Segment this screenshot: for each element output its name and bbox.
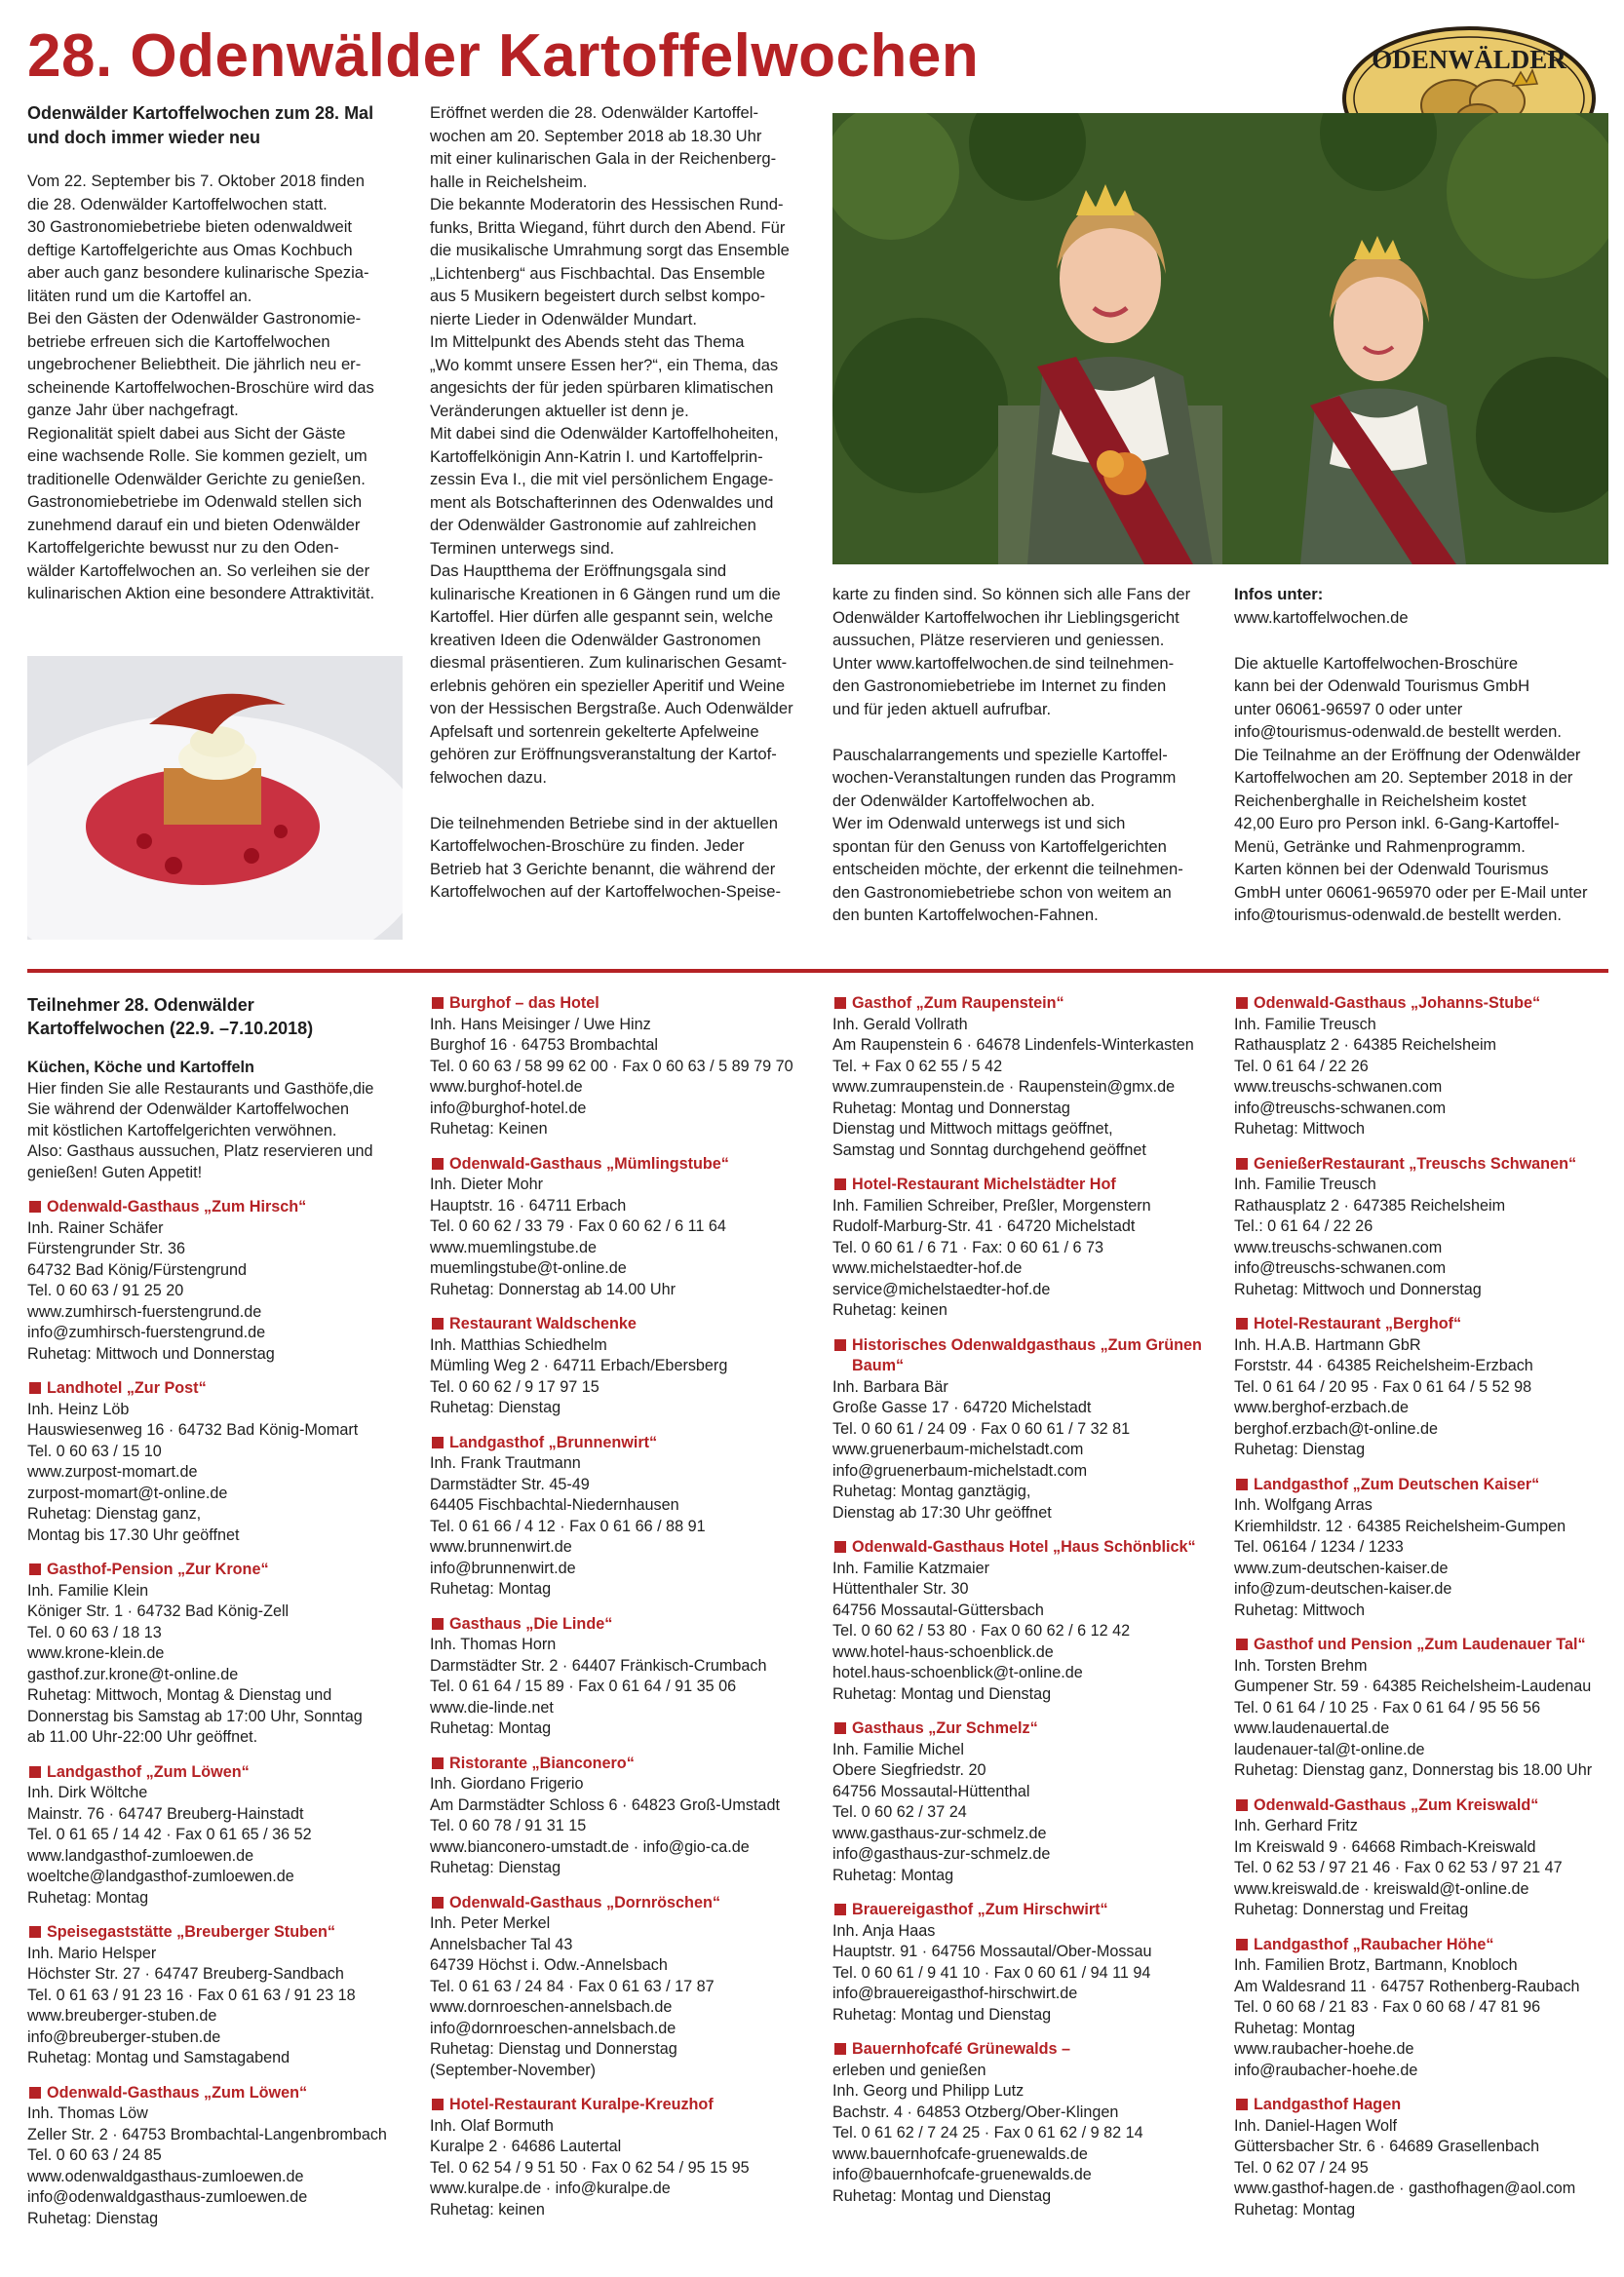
restaurant-details: Inh. Familie Treusch Rathausplatz 2 · 647385 Reichelsheim Tel.: 0 61 64 / 22 26 www.treuschs-schwanen.com info@treuschs-schwanen.com Ruhetag: Mittwoch und Donnerstag: [1234, 1176, 1506, 1298]
restaurant-details: Inh. Familie Michel Obere Siegfriedstr. 20 64756 Mossautal-Hüttenthal Tel. 0 60 62 / 37 24 www.gasthaus-zur-schmelz.de info@gasthaus-zur-schmelz.de Ruhetag: Montag: [832, 1740, 1051, 1884]
kartoffelhoheiten-photo: [832, 113, 1608, 564]
restaurant-name: Odenwald-Gasthaus „Zum Hirsch“: [27, 1197, 412, 1218]
restaurant-details: Inh. Familie Klein Königer Str. 1 · 64732 Bad König-Zell Tel. 0 60 63 / 18 13 www.krone-klein.de gasthof.zur.krone@t-online.de Ruhetag: Mittwoch, Montag & Dienstag und Donnerstag bis Samstag ab 17:00 Uhr, Sonntag ab 11.00 Uhr-22:00 Uhr geöffnet.: [27, 1581, 363, 1746]
article-lead: Odenwälder Kartoffelwochen zum 28. Mal und doch immer wieder neu: [27, 103, 374, 147]
restaurant-details: Inh. Familien Schreiber, Preßler, Morgenstern Rudolf-Marburg-Str. 41 · 64720 Michelstadt Tel. 0 60 61 / 6 71 · Fax: 0 60 61 / 6 73 www.michelstaedter-hof.de service@michelstaedter-hof.de Ruhetag: keinen: [832, 1196, 1151, 1319]
list-item: [1234, 1935, 1614, 2082]
restaurant-name: Ristorante „Bianconero“: [430, 1754, 820, 1775]
restaurant-details: Inh. Gerhard Fritz Im Kreiswald 9 · 64668 Rimbach-Kreiswald Tel. 0 62 53 / 97 21 46 · Fax 0 62 53 / 97 21 47 www.kreiswald.de · kreiswald@t-online.de Ruhetag: Donnerstag und Freitag: [1234, 1817, 1563, 1918]
restaurant-details: Inh. Dieter Mohr Hauptstr. 16 · 64711 Erbach Tel. 0 60 62 / 33 79 · Fax 0 60 62 / 6 11 64 www.muemlingstube.de muemlingstube@t-online.de Ruhetag: Donnerstag ab 14.00 Uhr: [430, 1176, 726, 1298]
restaurant-name: Brauereigasthof „Zum Hirschwirt“: [832, 1900, 1222, 1921]
participants-column-2: [430, 993, 820, 2234]
restaurant-name: Odenwald-Gasthaus „Zum Kreiswald“: [1234, 1795, 1614, 1817]
restaurant-name: Hotel-Restaurant Michelstädter Hof: [832, 1175, 1222, 1196]
participants-subtitle: Küchen, Köche und Kartoffeln: [27, 1059, 254, 1076]
restaurant-details: Inh. Gerald Vollrath Am Raupenstein 6 · 64678 Lindenfels-Winterkasten Tel. + Fax 0 62 55 / 5 42 www.zumraupenstein.de · Raupenstein@gmx.de Ruhetag: Montag und Donnerstag Dienstag und Mittwoch mittags geöffnet, Samstag und Sonntag durchgehend geöffnet: [832, 1015, 1194, 1159]
list-item: [1234, 1795, 1614, 1921]
restaurant-name: Speisegaststätte „Breuberger Stuben“: [27, 1922, 412, 1944]
section-divider: [27, 969, 1608, 973]
restaurant-details: Inh. Thomas Horn Darmstädter Str. 2 · 64407 Fränkisch-Crumbach Tel. 0 61 64 / 15 89 · Fax 0 61 64 / 91 35 06 www.die-linde.net Ruhetag: Montag: [430, 1636, 767, 1737]
restaurant-name: Gasthof-Pension „Zur Krone“: [27, 1560, 412, 1581]
list-item: [832, 1900, 1222, 2026]
dessert-photo: [27, 656, 403, 940]
page-title: 28. Odenwälder Kartoffelwochen: [27, 22, 980, 90]
restaurant-name: GenießerRestaurant „Treuschs Schwanen“: [1234, 1154, 1614, 1176]
participants-column-1: [27, 993, 412, 2243]
list-item: [1234, 1154, 1614, 1301]
list-item: [430, 1614, 820, 1740]
list-item: [27, 1560, 412, 1749]
restaurant-details: Inh. Anja Haas Hauptstr. 91 · 64756 Mossautal/Ober-Mossau Tel. 0 60 61 / 9 41 10 · Fax 0 60 61 / 94 11 94 info@brauereigasthof-hirschwirt.de Ruhetag: Montag und Dienstag: [832, 1921, 1152, 2024]
article-paragraph: karte zu finden sind. So können sich alle Fans der Odenwälder Kartoffelwochen ihr Lieblingsgericht aussuchen, Plätze reservieren und geniessen. Unter www.kartoffelwochen.de sind teilnehmen- den Gastronomiebetriebe im Internet zu finden und für jeden aktuell aufrufbar.: [832, 585, 1191, 718]
restaurant-name: Landgasthof Hagen: [1234, 2095, 1614, 2116]
restaurant-details: Inh. Giordano Frigerio Am Darmstädter Schloss 6 · 64823 Groß-Umstadt Tel. 0 60 78 / 91 31 15 www.bianconero-umstadt.de · info@gio-ca.de Ruhetag: Dienstag: [430, 1775, 780, 1876]
restaurant-details: Inh. Thomas Löw Zeller Str. 2 · 64753 Brombachtal-Langenbrombach Tel. 0 60 63 / 24 85 www.odenwaldgasthaus-zumloewen.de info@odenwaldgasthaus-zumloewen.de Ruhetag: Dienstag: [27, 2104, 387, 2227]
list-item: [1234, 1635, 1614, 1782]
list-item: [832, 1335, 1222, 1524]
restaurant-details: Inh. Matthias Schiedhelm Mümling Weg 2 · 64711 Erbach/Ebersberg Tel. 0 60 62 / 9 17 97 15 Ruhetag: Dienstag: [430, 1335, 728, 1416]
list-item: [1234, 2095, 1614, 2220]
restaurant-name: Odenwald-Gasthaus „Johanns-Stube“: [1234, 993, 1614, 1015]
list-item: [27, 1762, 412, 1910]
list-item: [430, 993, 820, 1140]
list-item: [27, 1197, 412, 1365]
restaurant-details: Inh. Barbara Bär Große Gasse 17 · 64720 Michelstadt Tel. 0 60 61 / 24 09 · Fax 0 60 61 / 7 32 81 www.gruenerbaum-michelstadt.com info@gruenerbaum-michelstadt.com Ruhetag: Montag ganztägig, Dienstag ab 17:30 Uhr geöffnet: [832, 1377, 1131, 1522]
restaurant-details: Inh. Heinz Löb Hauswiesenweg 16 · 64732 Bad König-Momart Tel. 0 60 63 / 15 10 www.zurpost-momart.de zurpost-momart@t-online.de Ruhetag: Dienstag ganz, Montag bis 17.30 Uhr geöffnet: [27, 1400, 359, 1544]
restaurant-name: Odenwald-Gasthaus Hotel „Haus Schönblick“: [832, 1537, 1222, 1559]
list-item: [430, 1893, 820, 2082]
article-column-1: [27, 101, 407, 628]
restaurant-details: erleben und genießen Inh. Georg und Philipp Lutz Bachstr. 4 · 64853 Otzberg/Ober-Klingen Tel. 0 61 62 / 7 24 25 · Fax 0 61 62 / 9 82 14 www.bauernhofcafe-gruenewalds.de info@bauernhofcafe-gruenewalds.de Ruhetag: Montag und Dienstag: [832, 2061, 1143, 2205]
list-item: [27, 2083, 412, 2230]
restaurant-name: Landgasthof „Raubacher Höhe“: [1234, 1935, 1614, 1956]
participants-title: Teilnehmer 28. Odenwälder Kartoffelwochen (22.9. –7.10.2018): [27, 995, 314, 1038]
restaurant-details: Inh. Familien Brotz, Bartmann, Knobloch Am Waldesrand 11 · 64757 Rothenberg-Raubach Tel. 0 60 68 / 21 83 · Fax 0 60 68 / 47 81 96 Ruhetag: Montag www.raubacher-hoehe.de info@raubacher-hoehe.de: [1234, 1956, 1580, 2079]
restaurant-details: Inh. Frank Trautmann Darmstädter Str. 45-49 64405 Fischbachtal-Niedernhausen Tel. 0 61 66 / 4 12 · Fax 0 61 66 / 88 91 www.brunnenwirt.de info@brunnenwirt.de Ruhetag: Montag: [430, 1454, 706, 1598]
article-paragraph: Vom 22. September bis 7. Oktober 2018 finden die 28. Odenwälder Kartoffelwochen statt. 30 Gastronomiebetriebe bieten odenwaldweit deftige Kartoffelgerichte aus Omas Kochbuch aber auch ganz besondere kulinarische Spezia- litäten rund um die Kartoffel an. Bei den Gästen der Odenwälder Gastronomie- betriebe erfreuen sich die Kartoffelwochen ungebrochener Beliebtheit. Die jährlich neu er- scheinende Kartoffelwochen-Broschüre wird das ganze Jahr über nachgefragt. Regionalität spielt dabei aus Sicht der Gäste eine wachsende Rolle. Sie kommen gezielt, um traditionelle Odenwälder Gerichte zu genießen. Gastronomiebetriebe im Odenwald stellen sich zunehmend darauf ein und bieten Odenwälder Kartoffelgerichte bewusst nur zu den Oden- wälder Kartoffelwochen an. So verleihen sie der kulinarischen Aktion eine besondere Attraktivität.: [27, 172, 375, 602]
article-column-3: [832, 583, 1213, 949]
infos-url[interactable]: www.kartoffelwochen.de: [1234, 607, 1409, 627]
article-column-4: [1234, 583, 1614, 949]
restaurant-name: Landhotel „Zur Post“: [27, 1378, 412, 1400]
restaurant-details: Inh. Olaf Bormuth Kuralpe 2 · 64686 Lautertal Tel. 0 62 54 / 9 51 50 · Fax 0 62 54 / 95 15 95 www.kuralpe.de · info@kuralpe.de Ruhetag: keinen: [430, 2116, 750, 2219]
logo-top-text: ODENWÄLDER: [1372, 45, 1566, 74]
article-paragraph: Die aktuelle Kartoffelwochen-Broschüre kann bei der Odenwald Tourismus GmbH unter 06061-96597 0 oder unter info@tourismus-odenwald.de bestellt werden. Die Teilnahme an der Eröffnung der Odenwälder Kartoffelwochen am 20. September 2018 in der Reichenberghalle in Reichelsheim kostet 42,00 Euro pro Person inkl. 6-Gang-Kartoffel- Menü, Getränke und Rahmenprogramm. Karten können bei der Odenwald Tourismus GmbH unter 06061-965970 oder per E-Mail unter info@tourismus-odenwald.de bestellt werden.: [1234, 653, 1588, 924]
restaurant-details: Inh. Daniel-Hagen Wolf Güttersbacher Str. 6 · 64689 Grasellenbach Tel. 0 62 07 / 24 95 www.gasthof-hagen.de · gasthofhagen@aol.com Ruhetag: Montag: [1234, 2116, 1576, 2219]
list-item: [832, 1537, 1222, 1705]
list-item: [1234, 1314, 1614, 1461]
list-item: [430, 1754, 820, 1879]
list-item: [430, 1433, 820, 1601]
article-column-2: [430, 101, 820, 926]
participants-column-3: [832, 993, 1222, 2220]
list-item: [430, 1154, 820, 1301]
restaurant-details: Inh. H.A.B. Hartmann GbR Forststr. 44 · 64385 Reichelsheim-Erzbach Tel. 0 61 64 / 20 95 · Fax 0 61 64 / 5 52 98 www.berghof-erzbach.de berghof.erzbach@t-online.de Ruhetag: Dienstag: [1234, 1335, 1533, 1458]
article-paragraph: Eröffnet werden die 28. Odenwälder Kartoffel- wochen am 20. September 2018 ab 18.30 Uhr mit einer kulinarischen Gala in der Reichenberg- halle in Reichelsheim. Die bekannte Moderatorin des Hessischen Rund- funks, Britta Wiegand, führt durch den Abend. Für die musikalische Umrahmung sorgt das Ensemble „Lichtenberg“ aus Fischbachtal. Das Ensemble aus 5 Musikern begeistert durch selbst kompo- nierte Lieder in Odenwälder Mundart. Im Mittelpunkt des Abends steht das Thema „Wo kommt unsere Essen her?“, ein Thema, das angesichts der für jeden spürbaren klimatischen Veränderungen aktueller ist denn je. Mit dabei sind die Odenwälder Kartoffelhoheiten, Kartoffelkönigin Ann-Katrin I. und Kartoffelprin- zessin Eva I., die mit viel persönlichem Engage- ment als Botschafterinnen des Odenwaldes und der Odenwälder Gastronomie auf zahlreichen Terminen unterwegs sind. Das Hauptthema der Eröffnungsgala sind kulinarische Kreationen in 6 Gängen rund um die Kartoffel. Hier dürfen alle gespannt sein, welche kreativen Ideen die Odenwälder Gastronomen diesmal präsentieren. Zum kulinarischen Gesamt- erlebnis gehören ein spezieller Aperitif und Weine von der Hessischen Bergstraße. Auch Odenwälder Apfelsaft und sortenrein gekelterte Apfelweine gehören zur Eröffnungsveranstaltung der Kartof- felwochen dazu.: [430, 103, 793, 787]
restaurant-name: Gasthof und Pension „Zum Laudenauer Tal“: [1234, 1635, 1614, 1656]
list-item: [832, 1175, 1222, 1322]
restaurant-details: Inh. Rainer Schäfer Fürstengrunder Str. 36 64732 Bad König/Fürstengrund Tel. 0 60 63 / 91 25 20 www.zumhirsch-fuerstengrund.de info@zumhirsch-fuerstengrund.de Ruhetag: Mittwoch und Donnerstag: [27, 1218, 275, 1363]
restaurant-name: Odenwald-Gasthaus „Mümlingstube“: [430, 1154, 820, 1176]
list-item: [27, 1378, 412, 1546]
restaurant-name: Hotel-Restaurant Kuralpe-Kreuzhof: [430, 2095, 820, 2116]
restaurant-details: Inh. Wolfgang Arras Kriemhildstr. 12 · 64385 Reichelsheim-Gumpen Tel. 06164 / 1234 / 1233 www.zum-deutschen-kaiser.de info@zum-deutschen-kaiser.de Ruhetag: Mittwoch: [1234, 1496, 1566, 1619]
restaurant-details: Inh. Familie Katzmaier Hüttenthaler Str. 30 64756 Mossautal-Güttersbach Tel. 0 60 62 / 53 80 · Fax 0 60 62 / 6 12 42 www.hotel-haus-schoenblick.de hotel.haus-schoenblick@t-online.de Ruhetag: Montag und Dienstag: [832, 1559, 1131, 1703]
restaurant-name: Restaurant Waldschenke: [430, 1314, 820, 1335]
restaurant-name: Landgasthof „Zum Löwen“: [27, 1762, 412, 1784]
list-item: [430, 1314, 820, 1419]
participants-intro: Hier finden Sie alle Restaurants und Gasthöfe,die Sie während der Odenwälder Kartoffelwochen mit köstlichen Kartoffelgerichten verwöhnen. Also: Gasthaus aussuchen, Platz reservieren und genießen! Guten Appetit!: [27, 1079, 374, 1181]
restaurant-name: Hotel-Restaurant „Berghof“: [1234, 1314, 1614, 1335]
list-item: [832, 2039, 1222, 2207]
restaurant-name: Gasthaus „Zur Schmelz“: [832, 1718, 1222, 1740]
restaurant-name: Landgasthof „Brunnenwirt“: [430, 1433, 820, 1454]
article-paragraph: Pauschalarrangements und spezielle Kartoffel- wochen-Veranstaltungen runden das Programm der Odenwälder Kartoffelwochen ab. Wer im Odenwald unterwegs ist und sich spontan für den Genuss von Kartoffelgerichten entscheiden möchte, der erkennt die teilnehmen- den Gastronomiebetriebe schon von weitem an den bunten Kartoffelwochen-Fahnen.: [832, 745, 1183, 924]
restaurant-name: Odenwald-Gasthaus „Zum Löwen“: [27, 2083, 412, 2104]
restaurant-details: Inh. Dirk Wöltche Mainstr. 76 · 64747 Breuberg-Hainstadt Tel. 0 61 65 / 14 42 · Fax 0 61 65 / 36 52 www.landgasthof-zumloewen.de woeltche@landgasthof-zumloewen.de Ruhetag: Montag: [27, 1784, 312, 1907]
restaurant-name: Historisches Odenwaldgasthaus „Zum Grünen Baum“: [832, 1335, 1222, 1377]
restaurant-name: Bauernhofcafé Grünewalds –: [832, 2039, 1222, 2061]
restaurant-name: Gasthaus „Die Linde“: [430, 1614, 820, 1636]
list-item: [27, 1922, 412, 2069]
list-item: [430, 2095, 820, 2220]
restaurant-details: Inh. Hans Meisinger / Uwe Hinz Burghof 16 · 64753 Brombachtal Tel. 0 60 63 / 58 99 62 00 · Fax 0 60 63 / 5 89 79 70 www.burghof-hotel.de info@burghof-hotel.de Ruhetag: Keinen: [430, 1015, 793, 1138]
restaurant-details: Inh. Familie Treusch Rathausplatz 2 · 64385 Reichelsheim Tel. 0 61 64 / 22 26 www.treuschs-schwanen.com info@treuschs-schwanen.com Ruhetag: Mittwoch: [1234, 1015, 1497, 1138]
restaurant-name: Odenwald-Gasthaus „Dornröschen“: [430, 1893, 820, 1914]
article-paragraph: Die teilnehmenden Betriebe sind in der aktuellen Kartoffelwochen-Broschüre zu finden. Jeder Betrieb hat 3 Gerichte benannt, die während der Kartoffelwochen auf der Kartoffelwochen-Speise-: [430, 813, 782, 901]
list-item: [832, 993, 1222, 1161]
restaurant-details: Inh. Mario Helsper Höchster Str. 27 · 64747 Breuberg-Sandbach Tel. 0 61 63 / 91 23 16 · Fax 0 61 63 / 91 23 18 www.breuberger-stuben.de info@breuberger-stuben.de Ruhetag: Montag und Samstagabend: [27, 1944, 356, 2066]
participants-column-4: [1234, 993, 1614, 2234]
restaurant-details: Inh. Peter Merkel Annelsbacher Tal 43 64739 Höchst i. Odw.-Annelsbach Tel. 0 61 63 / 24 84 · Fax 0 61 63 / 17 87 www.dornroeschen-annelsbach.de info@dornroeschen-annelsbach.de Ruhetag: Dienstag und Donnerstag (September-November): [430, 1914, 715, 2079]
list-item: [832, 1718, 1222, 1886]
restaurant-name: Landgasthof „Zum Deutschen Kaiser“: [1234, 1475, 1614, 1496]
list-item: [1234, 1475, 1614, 1622]
restaurant-name: Gasthof „Zum Raupenstein“: [832, 993, 1222, 1015]
restaurant-details: Inh. Torsten Brehm Gumpener Str. 59 · 64385 Reichelsheim-Laudenau Tel. 0 61 64 / 10 25 · Fax 0 61 64 / 95 56 56 www.laudenauertal.de laudenauer-tal@t-online.de Ruhetag: Dienstag ganz, Donnerstag bis 18.00 Uhr: [1234, 1656, 1593, 1779]
restaurant-name: Burghof – das Hotel: [430, 993, 820, 1015]
list-item: [1234, 993, 1614, 1140]
infos-heading: Infos unter:: [1234, 585, 1324, 603]
